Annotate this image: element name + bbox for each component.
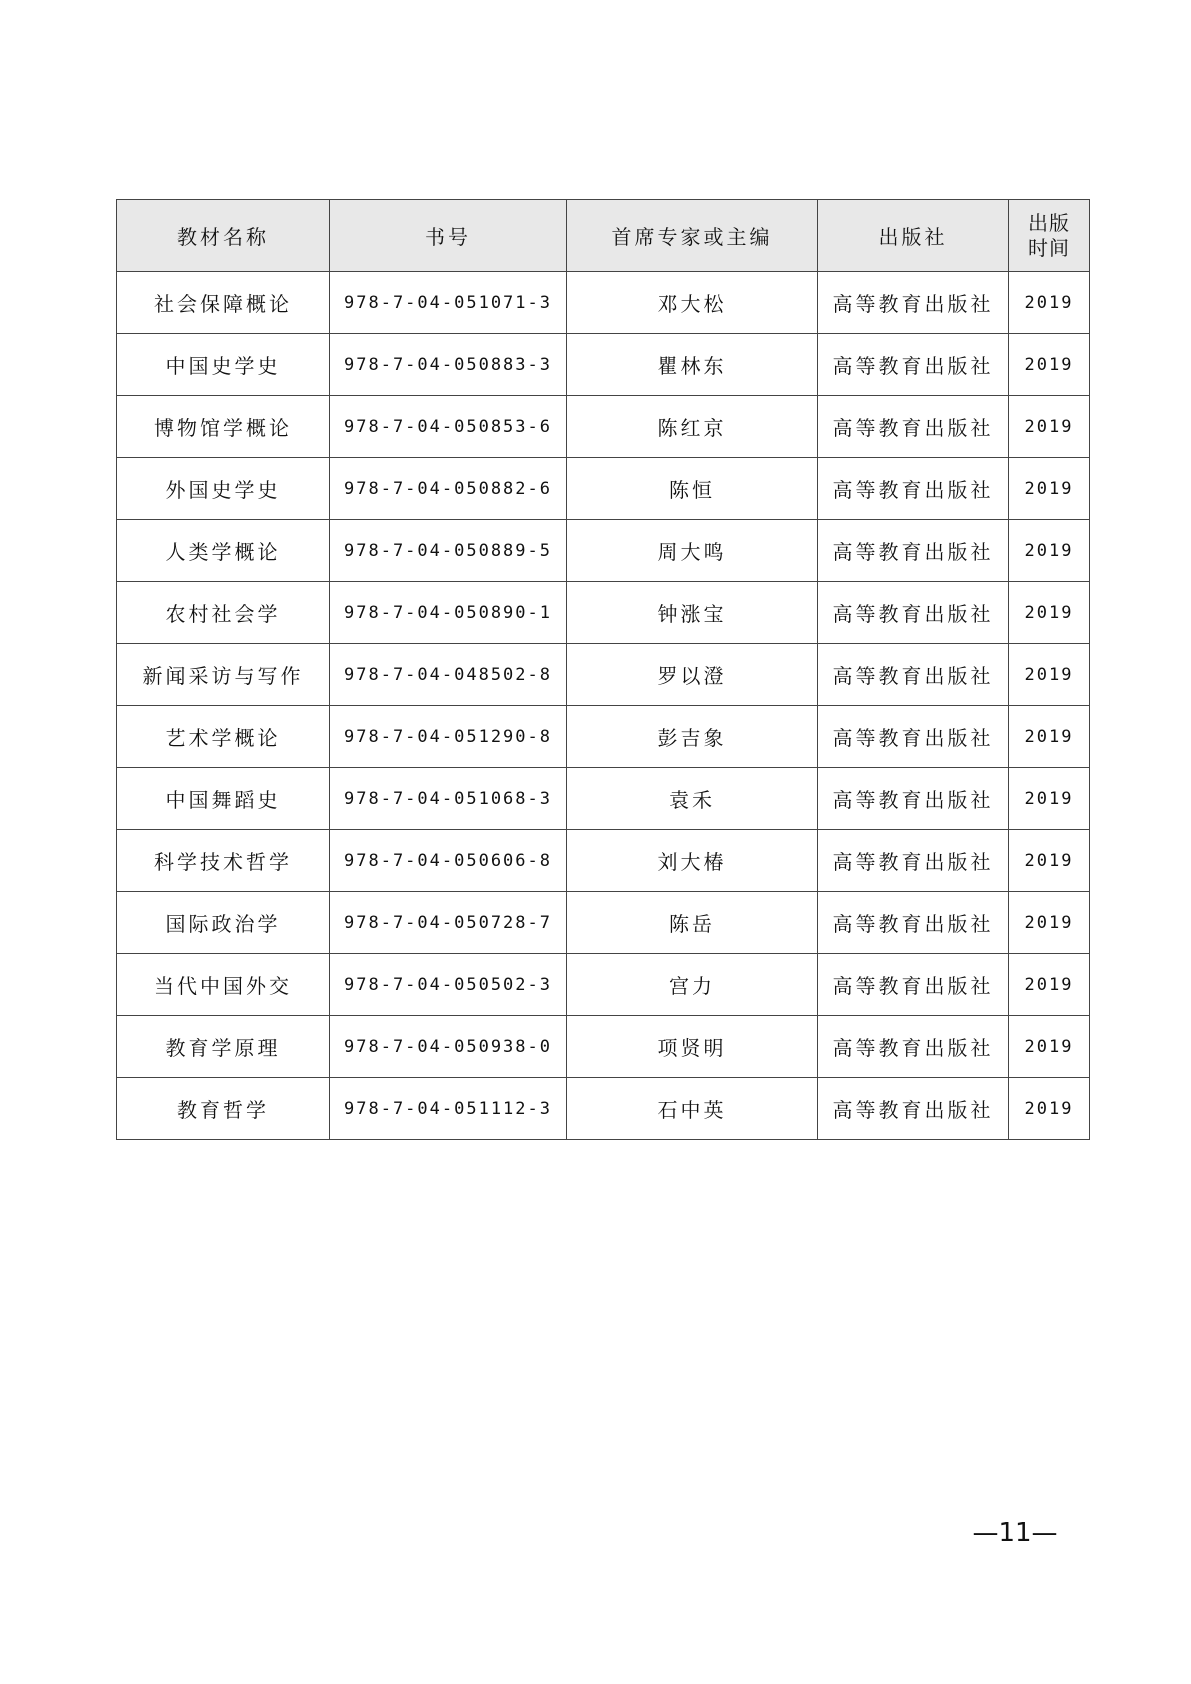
cell-isbn: 978-7-04-051290-8 bbox=[330, 706, 567, 768]
cell-editor: 钟涨宝 bbox=[567, 582, 818, 644]
table-row bbox=[117, 644, 1090, 706]
cell-year: 2019 bbox=[1009, 272, 1090, 334]
cell-publisher: 高等教育出版社 bbox=[818, 892, 1009, 954]
cell-isbn: 978-7-04-050938-0 bbox=[330, 1016, 567, 1078]
cell-name: 教育学原理 bbox=[117, 1016, 330, 1078]
cell-editor: 彭吉象 bbox=[567, 706, 818, 768]
cell-editor: 石中英 bbox=[567, 1078, 818, 1140]
header-publisher: 出版社 bbox=[818, 200, 1009, 272]
cell-year: 2019 bbox=[1009, 644, 1090, 706]
cell-editor: 周大鸣 bbox=[567, 520, 818, 582]
cell-year: 2019 bbox=[1009, 954, 1090, 1016]
cell-isbn: 978-7-04-050502-3 bbox=[330, 954, 567, 1016]
cell-publisher: 高等教育出版社 bbox=[818, 334, 1009, 396]
cell-publisher: 高等教育出版社 bbox=[818, 706, 1009, 768]
cell-editor: 项贤明 bbox=[567, 1016, 818, 1078]
table-row bbox=[117, 1016, 1090, 1078]
page-number: —11— bbox=[972, 1518, 1058, 1548]
cell-year: 2019 bbox=[1009, 458, 1090, 520]
cell-name: 科学技术哲学 bbox=[117, 830, 330, 892]
cell-name: 中国史学史 bbox=[117, 334, 330, 396]
cell-isbn: 978-7-04-050853-6 bbox=[330, 396, 567, 458]
cell-name: 博物馆学概论 bbox=[117, 396, 330, 458]
cell-name: 农村社会学 bbox=[117, 582, 330, 644]
cell-isbn: 978-7-04-051071-3 bbox=[330, 272, 567, 334]
header-time bbox=[1009, 200, 1090, 272]
cell-editor: 陈岳 bbox=[567, 892, 818, 954]
cell-isbn: 978-7-04-050889-5 bbox=[330, 520, 567, 582]
cell-publisher: 高等教育出版社 bbox=[818, 830, 1009, 892]
cell-publisher: 高等教育出版社 bbox=[818, 1016, 1009, 1078]
table-row bbox=[117, 396, 1090, 458]
cell-editor: 陈恒 bbox=[567, 458, 818, 520]
table-row bbox=[117, 706, 1090, 768]
table-header bbox=[117, 200, 1090, 272]
cell-editor: 邓大松 bbox=[567, 272, 818, 334]
cell-year: 2019 bbox=[1009, 1078, 1090, 1140]
cell-name: 当代中国外交 bbox=[117, 954, 330, 1016]
cell-publisher: 高等教育出版社 bbox=[818, 396, 1009, 458]
cell-editor: 刘大椿 bbox=[567, 830, 818, 892]
cell-editor: 袁禾 bbox=[567, 768, 818, 830]
table-row bbox=[117, 458, 1090, 520]
cell-name: 新闻采访与写作 bbox=[117, 644, 330, 706]
cell-isbn: 978-7-04-050728-7 bbox=[330, 892, 567, 954]
cell-isbn: 978-7-04-050606-8 bbox=[330, 830, 567, 892]
cell-year: 2019 bbox=[1009, 396, 1090, 458]
header-time-line1: 出版 bbox=[1028, 210, 1070, 235]
cell-isbn: 978-7-04-050890-1 bbox=[330, 582, 567, 644]
cell-year: 2019 bbox=[1009, 830, 1090, 892]
cell-name: 人类学概论 bbox=[117, 520, 330, 582]
table-row bbox=[117, 768, 1090, 830]
header-row bbox=[117, 200, 1090, 272]
cell-name: 外国史学史 bbox=[117, 458, 330, 520]
cell-publisher: 高等教育出版社 bbox=[818, 272, 1009, 334]
table-row bbox=[117, 272, 1090, 334]
cell-editor: 陈红京 bbox=[567, 396, 818, 458]
table-row bbox=[117, 520, 1090, 582]
cell-publisher: 高等教育出版社 bbox=[818, 520, 1009, 582]
cell-publisher: 高等教育出版社 bbox=[818, 582, 1009, 644]
cell-year: 2019 bbox=[1009, 334, 1090, 396]
cell-publisher: 高等教育出版社 bbox=[818, 768, 1009, 830]
table-row bbox=[117, 334, 1090, 396]
cell-name: 社会保障概论 bbox=[117, 272, 330, 334]
cell-publisher: 高等教育出版社 bbox=[818, 954, 1009, 1016]
cell-year: 2019 bbox=[1009, 582, 1090, 644]
header-name: 教材名称 bbox=[117, 200, 330, 272]
cell-publisher: 高等教育出版社 bbox=[818, 458, 1009, 520]
table-body bbox=[117, 272, 1090, 1140]
cell-publisher: 高等教育出版社 bbox=[818, 644, 1009, 706]
cell-name: 中国舞蹈史 bbox=[117, 768, 330, 830]
cell-year: 2019 bbox=[1009, 520, 1090, 582]
cell-isbn: 978-7-04-051112-3 bbox=[330, 1078, 567, 1140]
cell-editor: 罗以澄 bbox=[567, 644, 818, 706]
header-time-line2: 时间 bbox=[1028, 235, 1070, 260]
cell-year: 2019 bbox=[1009, 768, 1090, 830]
table-row bbox=[117, 892, 1090, 954]
header-editor: 首席专家或主编 bbox=[567, 200, 818, 272]
cell-name: 国际政治学 bbox=[117, 892, 330, 954]
cell-publisher: 高等教育出版社 bbox=[818, 1078, 1009, 1140]
table-row bbox=[117, 954, 1090, 1016]
cell-isbn: 978-7-04-048502-8 bbox=[330, 644, 567, 706]
cell-year: 2019 bbox=[1009, 1016, 1090, 1078]
cell-isbn: 978-7-04-050882-6 bbox=[330, 458, 567, 520]
table-row bbox=[117, 830, 1090, 892]
cell-year: 2019 bbox=[1009, 892, 1090, 954]
cell-name: 艺术学概论 bbox=[117, 706, 330, 768]
cell-isbn: 978-7-04-050883-3 bbox=[330, 334, 567, 396]
table-row bbox=[117, 1078, 1090, 1140]
cell-editor: 宫力 bbox=[567, 954, 818, 1016]
textbook-table bbox=[116, 199, 1090, 1140]
cell-year: 2019 bbox=[1009, 706, 1090, 768]
cell-isbn: 978-7-04-051068-3 bbox=[330, 768, 567, 830]
cell-name: 教育哲学 bbox=[117, 1078, 330, 1140]
header-isbn: 书号 bbox=[330, 200, 567, 272]
table-row bbox=[117, 582, 1090, 644]
cell-editor: 瞿林东 bbox=[567, 334, 818, 396]
